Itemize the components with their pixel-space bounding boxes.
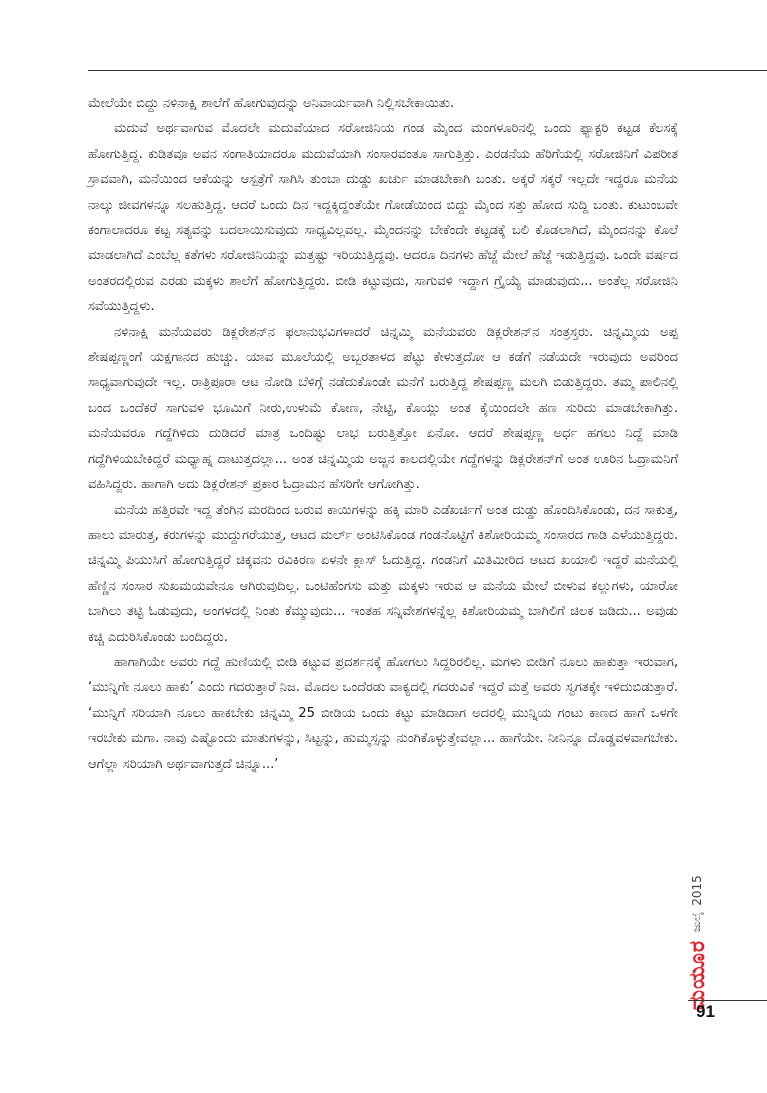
paragraph-2: ಮದುವೆ ಅರ್ಥವಾಗುವ ಮೊದಲೇ ಮದುವೆಯಾದ ಸರೋಜಿನಿಯ ಗಂಡ ಮೈಂದ ಮಂಗಳೂರಿನಲ್ಲಿ ಒಂದು ಫ್ಯಾಕ್ಟರಿ ಕಟ್ಟಡ ಕೆಲಸಕ್ಕೆ ಹೋಗುತ್ತಿದ್ದ. ಕುಡಿತವೂ ಅವನ ಸಂಗಾತಿಯಾದರೂ ಮದುವೆಯಾಗಿ ಸಂಸಾರವಂತೂ ಸಾಗುತ್ತಿತ್ತು. ಎರಡನೆಯ ಹೆರಿಗೆಯಲ್ಲಿ ಸರೋಜಿನಿಗೆ ವಿಪರೀತ ಸ್ರಾವವಾಗಿ, ಮನೆಯಿಂದ ಆಕೆಯನ್ನು ಆಸ್ಪತ್ರೆಗೆ ಸಾಗಿಸಿ ತುಂಬಾ ದುಡ್ಡು ಖರ್ಚು ಮಾಡಬೇಕಾಗಿ ಬಂತು. ಅಕ್ಕರೆ ಸಕ್ಕರೆ ಇಲ್ಲದೇ ಇದ್ದರೂ ಮನೆಯ ನಾಲ್ಕು ಜೀವಗಳನ್ನೂ ಸಲಹುತ್ತಿದ್ದ. ಆದರೆ ಒಂದು ದಿನ ಇದ್ದಕ್ಕಿದ್ದಂತೆಯೇ ಗೋಡೆಯಿಂದ ಬಿದ್ದು ಮೈಂದ ಸತ್ತು ಹೋದ ಸುದ್ದಿ ಬಂತು. ಕುಟುಂಬವೇ ಕಂಗಾಲಾದರೂ ಕಟ್ಟ ಸತ್ಯವನ್ನು ಬದಲಾಯಿಸುವುದು ಸಾಧ್ಯವಿಲ್ಲವಲ್ಲ. ಮೈಂದನನ್ನು ಬೇಕೆಂದೇ ಕಟ್ಟಡಕ್ಕೆ ಬಲಿ ಕೊಡಲಾಗಿದೆ, ಮೈಂದನನ್ನು ಕೊಲೆ ಮಾಡಲಾಗಿದೆ ಎಂಬೆಲ್ಲ ಕತೆಗಳು ಸರೋಜಿನಿಯನ್ನು ಮತ್ತಷ್ಟು ಇರಿಯುತ್ತಿದ್ದವು. ಆದರೂ ದಿನಗಳು ಹೆಜ್ಜೆ ಮೇಲೆ ಹೆಜ್ಜೆ ಇಡುತ್ತಿದ್ದವು. ಒಂದೇ ವರ್ಷದ ಅಂತರದಲ್ಲಿರುವ ಎರಡು ಮಕ್ಕಳು ಶಾಲೆಗೆ ಹೋಗುತ್ತಿದ್ದರು. ಬೀಡಿ ಕಟ್ಟುವುದು, ಸಾಗುವಳಿ ಇದ್ದಾಗ ಗ್ರೈಯ್ಯೆ ಮಾಡುವುದು... ಅಂತೆಲ್ಲ ಸರೋಜಿನಿ ಸವೆಯುತ್ತಿದ್ದಳು. bbox=[88, 121, 678, 315]
paragraph-5: ಹಾಗಾಗಿಯೇ ಅವರು ಗದ್ದೆ ಹುಣಿಯಲ್ಲಿ ಬೀಡಿ ಕಟ್ಟುವ ಪ್ರದರ್ಶನಕ್ಕೆ ಹೋಗಲು ಸಿದ್ದರಿರಲಿಲ್ಲ. ಮಗಳು ಬೀಡಿಗೆ ನೂಲು ಹಾಕುತ್ತಾ ಇರುವಾಗ, ‘ಮುನ್ನಿಗೇ ನೂಲು ಹಾಕು’ ಎಂದು ಗದರುತ್ತಾರೆ ನಿಜ. ಮೊದಲ ಒಂದೆರಡು ವಾಕ್ಯದಲ್ಲಿ ಗದರುವಿಕೆ ಇದ್ದರೆ ಮತ್ತೆ ಅವರು ಸ್ವಗತಕ್ಕೇ ಇಳಿದುಬಿಡುತ್ತಾರೆ. ‘ಮುನ್ನಿಗೆ ಸರಿಯಾಗಿ ನೂಲು ಹಾಕಬೇಕು ಚಿನ್ನಮ್ಮಿ 25 ಬೀಡಿಯ ಒಂದು ಕಟ್ಟು ಮಾಡಿದಾಗ ಅದರಲ್ಲಿ ಮುನ್ನಿಯ ಗಂಟು ಕಾಣದ ಹಾಗೆ ಒಳಗೇ ಇರಬೇಕು ಮಗಾ. ನಾವು ಎಷ್ಟೊಂದು ಮಾತುಗಳನ್ನು, ಸಿಟ್ಟನ್ನು, ಹುಮ್ಮಸ್ಸನ್ನು ನುಂಗಿಕೊಳ್ಳುತ್ತೇವಲ್ಲಾ... ಹಾಗೆಯೇ. ನೀನಿನ್ನೂ ದೊಡ್ಡವಳವಾಗಬೇಕು. ಆಗೆಲ್ಲಾ ಸರಿಯಾಗಿ ಅರ್ಥವಾಗುತ್ತದೆ ಚಿನ್ನೂ...’ bbox=[88, 654, 678, 772]
top-rule bbox=[88, 70, 767, 71]
footer-rule bbox=[688, 1000, 767, 1001]
magazine-logo: ಮಯೂರ bbox=[684, 940, 709, 1010]
paragraph-1: ಮೇಲೆಯೇ ಬಿದ್ದು ನಳಿನಾಕ್ಷಿ ಶಾಲೆಗೆ ಹೋಗುವುದನ್ನು ಅನಿವಾರ್ಯವಾಗಿ ನಿಲ್ಲಿಸಬೇಕಾಯಿತು. bbox=[88, 96, 454, 111]
article-body bbox=[88, 91, 678, 777]
magazine-sidebar bbox=[685, 810, 709, 1010]
paragraph-4: ಮನೆಯ ಹತ್ತಿರವೇ ಇದ್ದ ತೆಂಗಿನ ಮರದಿಂದ ಬರುವ ಕಾಯಿಗಳನ್ನು ಹಕ್ಕಿ ಮಾರಿ ಎಡೆಖರ್ಚಿಗೆ ಅಂತ ದುಡ್ಡು ಹೊಂದಿಸಿಕೊಂಡು, ದನ ಸಾಕುತ್ತ, ಹಾಲು ಮಾರುತ್ತ, ಕರುಗಳನ್ನು ಮುದ್ದುಗರೆಯುತ್ತ, ಆಟದ ಮರ್ಲ್ ಅಂಟಿಸಿಕೊಂಡ ಗಂಡನೊಟ್ಟಿಗೆ ಕಿಶೋರಿಯಮ್ಮ ಸಂಸಾರದ ಗಾಡಿ ಎಳೆಯುತ್ತಿದ್ದರು. ಚಿನ್ನಮ್ಮಿ ಪಿಯುಸಿಗೆ ಹೋಗುತ್ತಿದ್ದರೆ ಚಿಕ್ಕವನು ರವಿಕಿರಣ ಏಳನೇ ಕ್ಲಾಸ್ ಓದುತ್ತಿದ್ದ. ಗಂಡನಿಗೆ ಮಿತಿಮೀರಿದ ಆಟದ ಖಯಾಲಿ ಇದ್ದರೆ ಮನೆಯಲ್ಲಿ ಹೆಣ್ಣಿನ ಸಂಸಾರ ಸುಖಮಯವೇನೂ ಆಗಿರುವುದಿಲ್ಲ. ಒಂಟಿಹೆಂಗಸು ಮತ್ತು ಮಕ್ಕಳು ಇರುವ ಆ ಮನೆಯ ಮೇಲೆ ಬೀಳುವ ಕಲ್ಲುಗಳು, ಯಾರೋ ಬಾಗಿಲು ತಟ್ಟಿ ಓಡುವುದು, ಅಂಗಳದಲ್ಲಿ ನಿಂತು ಕೆಮ್ಮುವುದು... ಇಂತಹ ಸನ್ನಿವೇಶಗಳನ್ನೆಲ್ಲ ಕಿಶೋರಿಯಮ್ಮ ಬಾಗಿಲಿಗೆ ಚಿಲಕ ಜಡಿದು... ಅವುಡು ಕಚ್ಚಿ ಎದುರಿಸಿಕೊಂಡು ಬಂದಿದ್ದರು. bbox=[88, 502, 678, 645]
issue-month: ಜುಲೈ bbox=[690, 911, 703, 933]
paragraph-3: ನಳಿನಾಕ್ಷಿ ಮನೆಯವರು ಡಿಕ್ಲರೇಶನ್‌ನ ಫಲಾನುಭವಿಗಳಾದರೆ ಚಿನ್ನಮ್ಮಿ ಮನೆಯವರು ಡಿಕ್ಲರೇಶನ್‌ನ ಸಂತ್ರಸ್ತರು. ಚಿನ್ನಮ್ಮಿಯ ಅಪ್ಪ ಶೇಷಪ್ಪಣ್ಣಂಗೆ ಯಕ್ಷಗಾನದ ಹುಚ್ಚು. ಯಾವ ಮೂಲೆಯಲ್ಲಿ ಅಬ್ಬರತಾಳದ ಪೆಟ್ಟು ಕೇಳುತ್ತದೋ ಆ ಕಡೆಗೆ ನಡೆಯದೇ ಇರುವುದು ಅವರಿಂದ ಸಾಧ್ಯವಾಗುವುದೇ ಇಲ್ಲ. ರಾತ್ರಿಪೂರಾ ಆಟ ನೋಡಿ ಬೆಳಿಗ್ಗೆ ನಡೆದುಕೊಂಡೇ ಮನೆಗೆ ಬರುತ್ತಿದ್ದ ಶೇಷಪ್ಪಣ್ಣ ಮಲಗಿ ಬಿಡುತ್ತಿದ್ದರು. ತಮ್ಮ ಪಾಲಿನಲ್ಲಿ ಬಂದ ಒಂದೆಕರೆ ಸಾಗುವಳಿ ಭೂಮಿಗೆ ನೀರು,ಉಳುಮೆ ಕೋಣ, ನೇಟ್ಟಿ, ಕೊಯ್ಲು ಅಂತ ಕೈಯಿಂದಲೇ ಹಣ ಸುರಿದು ಮಾಡಬೇಕಾಗಿತ್ತು. ಮನೆಯವರೂ ಗದ್ದೆಗಿಳಿದು ದುಡಿದರೆ ಮಾತ್ರ ಒಂದಿಷ್ಟು ಲಾಭ ಬರುತ್ತಿತ್ತೋ ಏನೋ. ಆದರೆ ಶೇಷಪ್ಪಣ್ಣ ಅರ್ಧ ಹಗಲು ನಿದ್ದೆ ಮಾಡಿ ಗದ್ದೆಗಿಳಿಯಬೇಕಿದ್ದರೆ ಮಧ್ಯಾಹ್ನ ದಾಟುತ್ತದಲ್ಲಾ... ಅಂತ ಚಿನ್ನಮ್ಮಿಯ ಅಜ್ಜನ ಕಾಲದಲ್ಲಿಯೇ ಗದ್ದೆಗಳನ್ನು ಡಿಕ್ಲರೇಶನ್‌ಗೆ ಅಂತ ಊರಿನ ಓದ್ರಾಮನಿಗೆ ವಹಿಸಿದ್ದರು. ಹಾಗಾಗಿ ಅದು ಡಿಕ್ಲರೇಶನ್ ಪ್ರಕಾರ ಓದ್ರಾಮನ ಹೆಸರಿಗೇ ಆಗೋಗಿತ್ತು. bbox=[88, 324, 678, 493]
issue-year: 2015 bbox=[690, 875, 704, 906]
page-number: 91 bbox=[696, 1002, 715, 1021]
